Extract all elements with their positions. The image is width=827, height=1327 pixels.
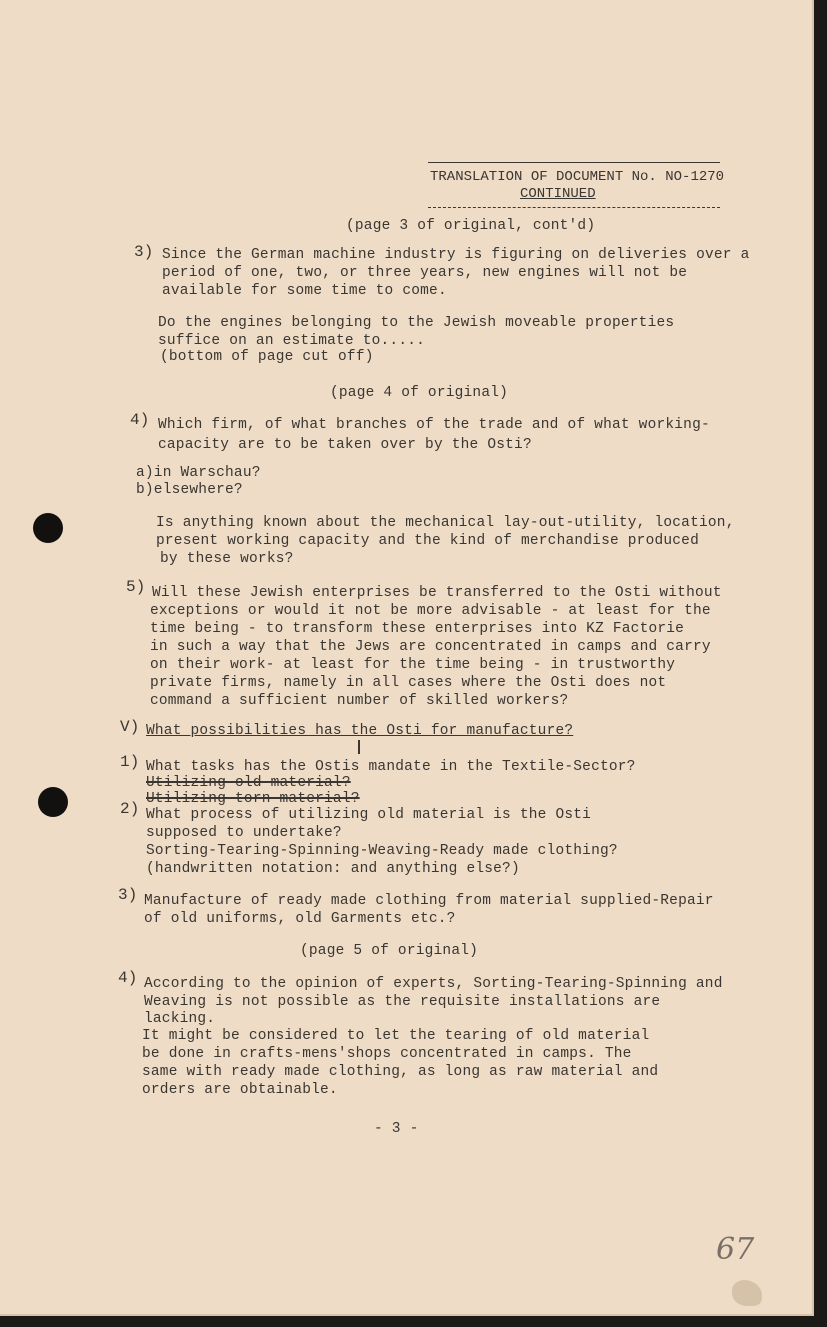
struck-line: Utilizing torn material? bbox=[146, 791, 360, 807]
item-line: in such a way that the Jews are concentrated in camps and carry bbox=[150, 639, 711, 655]
page-note: (page 4 of original) bbox=[330, 385, 509, 401]
document-header bbox=[428, 162, 725, 208]
item-line: period of one, two, or three years, new engines will not be bbox=[162, 265, 688, 281]
item-line: supposed to undertake? bbox=[146, 825, 342, 841]
item-line: What process of utilizing old material is the Osti bbox=[146, 807, 592, 823]
section-title: What possibilities has the Osti for manufacture? bbox=[146, 723, 574, 739]
page-note: (page 5 of original) bbox=[300, 943, 479, 959]
item-line: of old uniforms, old Garments etc.? bbox=[144, 911, 456, 927]
item-line: present working capacity and the kind of merchandise produced bbox=[156, 533, 699, 549]
item-line: on their work- at least for the time being - in trustworthy bbox=[150, 657, 676, 673]
item-line: be done in crafts-mens'shops concentrated in camps. The bbox=[142, 1046, 632, 1062]
header-continued: CONTINUED bbox=[520, 186, 596, 202]
item-line: time being - to transform these enterprises into KZ Factorie bbox=[150, 621, 685, 637]
item-line: by these works? bbox=[160, 551, 294, 567]
sub-item: b)elsewhere? bbox=[136, 482, 243, 498]
item-line: Since the German machine industry is figuring on deliveries over a bbox=[162, 247, 750, 263]
punch-hole bbox=[33, 513, 63, 543]
item-line: What tasks has the Ostis mandate in the Textile-Sector? bbox=[146, 759, 636, 775]
item-number: 2) bbox=[120, 800, 140, 818]
item-line: suffice on an estimate to..... bbox=[158, 333, 426, 349]
header-title: TRANSLATION OF DOCUMENT No. NO-1270 bbox=[430, 169, 725, 185]
page-number: - 3 - bbox=[374, 1121, 419, 1137]
item-line: private firms, namely in all cases where the Osti does not bbox=[150, 675, 667, 691]
item-line: lacking. bbox=[144, 1011, 216, 1027]
item-line: Which firm, of what branches of the trade and of what working- bbox=[158, 417, 710, 433]
item-line: orders are obtainable. bbox=[142, 1082, 338, 1098]
item-line: According to the opinion of experts, Sorting-Tearing-Spinning and bbox=[144, 976, 723, 992]
pencil-mark bbox=[358, 740, 360, 754]
handwritten-mark: 67 bbox=[716, 1232, 755, 1267]
item-line: (bottom of page cut off) bbox=[160, 349, 374, 365]
item-line: Manufacture of ready made clothing from material supplied-Repair bbox=[144, 893, 714, 909]
section-number: V) bbox=[120, 718, 140, 736]
item-line: Is anything known about the mechanical lay-out-utility, location, bbox=[156, 515, 735, 531]
torn-corner bbox=[732, 1280, 762, 1306]
sub-item: a)in Warschau? bbox=[136, 465, 261, 481]
item-number: 3) bbox=[118, 886, 138, 904]
item-line: same with ready made clothing, as long as raw material and bbox=[142, 1064, 659, 1080]
item-line: capacity are to be taken over by the Osti? bbox=[158, 437, 532, 453]
item-number: 4) bbox=[118, 969, 138, 987]
item-number: 1) bbox=[120, 753, 140, 771]
item-line: available for some time to come. bbox=[162, 283, 447, 299]
page-note: (page 3 of original, cont'd) bbox=[346, 218, 596, 234]
item-line: It might be considered to let the tearing of old material bbox=[142, 1028, 650, 1044]
item-line: Weaving is not possible as the requisite installations are bbox=[144, 994, 661, 1010]
item-line: (handwritten notation: and anything else?) bbox=[146, 861, 520, 877]
item-line: Sorting-Tearing-Spinning-Weaving-Ready made clothing? bbox=[146, 843, 618, 859]
item-line: Will these Jewish enterprises be transferred to the Osti without bbox=[152, 585, 722, 601]
item-number: 4) bbox=[130, 411, 150, 429]
struck-line: Utilizing old material? bbox=[146, 775, 351, 791]
item-number: 5) bbox=[126, 578, 146, 596]
item-line: command a sufficient number of skilled workers? bbox=[150, 693, 569, 709]
item-number: 3) bbox=[134, 243, 154, 261]
punch-hole bbox=[38, 787, 68, 817]
item-line: exceptions or would it not be more advisable - at least for the bbox=[150, 603, 711, 619]
item-line: Do the engines belonging to the Jewish moveable properties bbox=[158, 315, 675, 331]
